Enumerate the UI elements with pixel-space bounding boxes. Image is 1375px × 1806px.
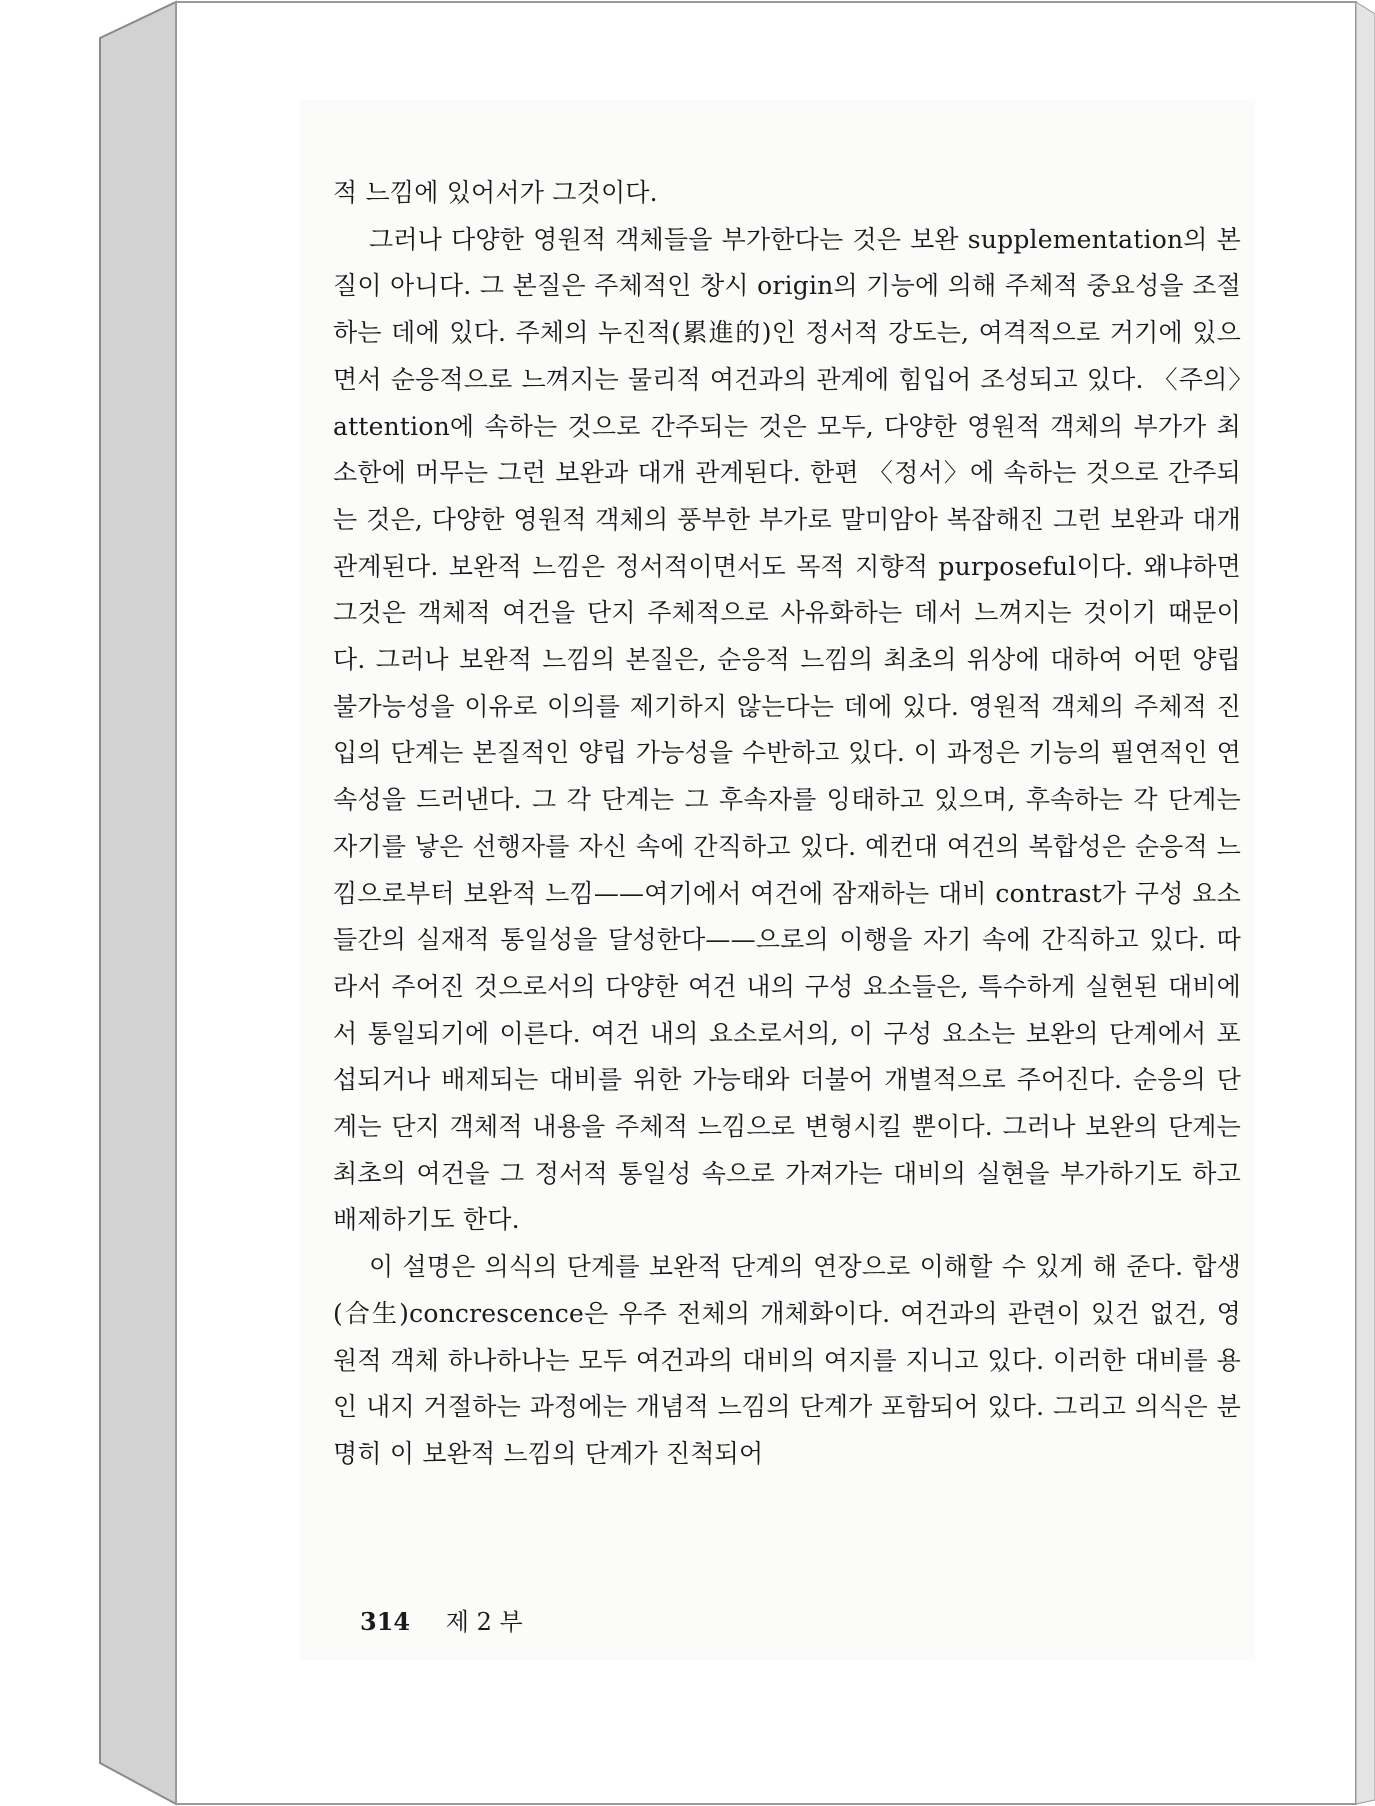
page-footer bbox=[360, 1602, 523, 1637]
paragraph-consciousness: 이 설명은 의식의 단계를 보완적 단계의 연장으로 이해할 수 있게 해 준다. 합생(合生)concrescence은 우주 전체의 개체화이다. 여건과의 관련이 있건 없건, 영원적 객체 하나하나는 모두 여건과의 대비의 여지를 지니고 있다. 이러한 대비를 용인 내지 거절하는 과정에는 개념적 느낌의 단계가 포함되어 있다. 그리고 의식은 분명히 이 보완적 느낌의 단계가 진척되어 bbox=[333, 1252, 1241, 1468]
book-right-edge bbox=[1356, 2, 1375, 1804]
paragraph-continuation: 적 느낌에 있어서가 그것이다. bbox=[333, 178, 658, 207]
page-number: 314 bbox=[360, 1607, 411, 1636]
paragraph-supplementation: 그러나 다양한 영원적 객체들을 부가한다는 것은 보완 supplementation의 본질이 아니다. 그 본질은 주체적인 창시 origin의 기능에 의해 주체적 중요성을 조절하는 데에 있다. 주체의 누진적(累進的)인 정서적 강도는, 여격적으로 거기에 있으면서 순응적으로 느껴지는 물리적 여건과의 관계에 힘입어 조성되고 있다. 〈주의〉attention에 속하는 것으로 간주되는 것은 모두, 다양한 영원적 객체의 부가가 최소한에 머무는 그런 보완과 대개 관계된다. 한편 〈정서〉에 속하는 것으로 간주되는 것은, 다양한 영원적 객체의 풍부한 부가로 말미암아 복잡해진 그런 보완과 대개 관계된다. 보완적 느낌은 정서적이면서도 목적 지향적 purposeful이다. 왜냐하면 그것은 객체적 여건을 단지 주체적으로 사유화하는 데서 느껴지는 것이기 때문이다. 그러나 보완적 느낌의 본질은, 순응적 느낌의 최초의 위상에 대하여 어떤 양립 불가능성을 이유로 이의를 제기하지 않는다는 데에 있다. 영원적 객체의 주체적 진입의 단계는 본질적인 양립 가능성을 수반하고 있다. 이 과정은 기능의 필연적인 연속성을 드러낸다. 그 각 단계는 그 후속자를 잉태하고 있으며, 후속하는 각 단계는 자기를 낳은 선행자를 자신 속에 간직하고 있다. 예컨대 여건의 복합성은 순응적 느낌으로부터 보완적 느낌——여기에서 여건에 잠재하는 대비 contrast가 구성 요소들간의 실재적 통일성을 달성한다——으로의 이행을 자기 속에 간직하고 있다. 따라서 주어진 것으로서의 다양한 여건 내의 구성 요소들은, 특수하게 실현된 대비에서 통일되기에 이른다. 여건 내의 요소로서의, 이 구성 요소는 보완의 단계에서 포섭되거나 배제되는 대비를 위한 가능태와 더불어 개별적으로 주어진다. 순응의 단계는 단지 객체적 내용을 주체적 느낌으로 변형시킬 뿐이다. 그러나 보완의 단계는 최초의 여건을 그 정서적 통일성 속으로 가져가는 대비의 실현을 부가하기도 하고 배제하기도 한다. bbox=[333, 224, 1241, 1235]
book-spine bbox=[100, 2, 176, 1804]
part-label: 제 2 부 bbox=[445, 1608, 523, 1636]
body-text bbox=[333, 170, 1241, 1478]
